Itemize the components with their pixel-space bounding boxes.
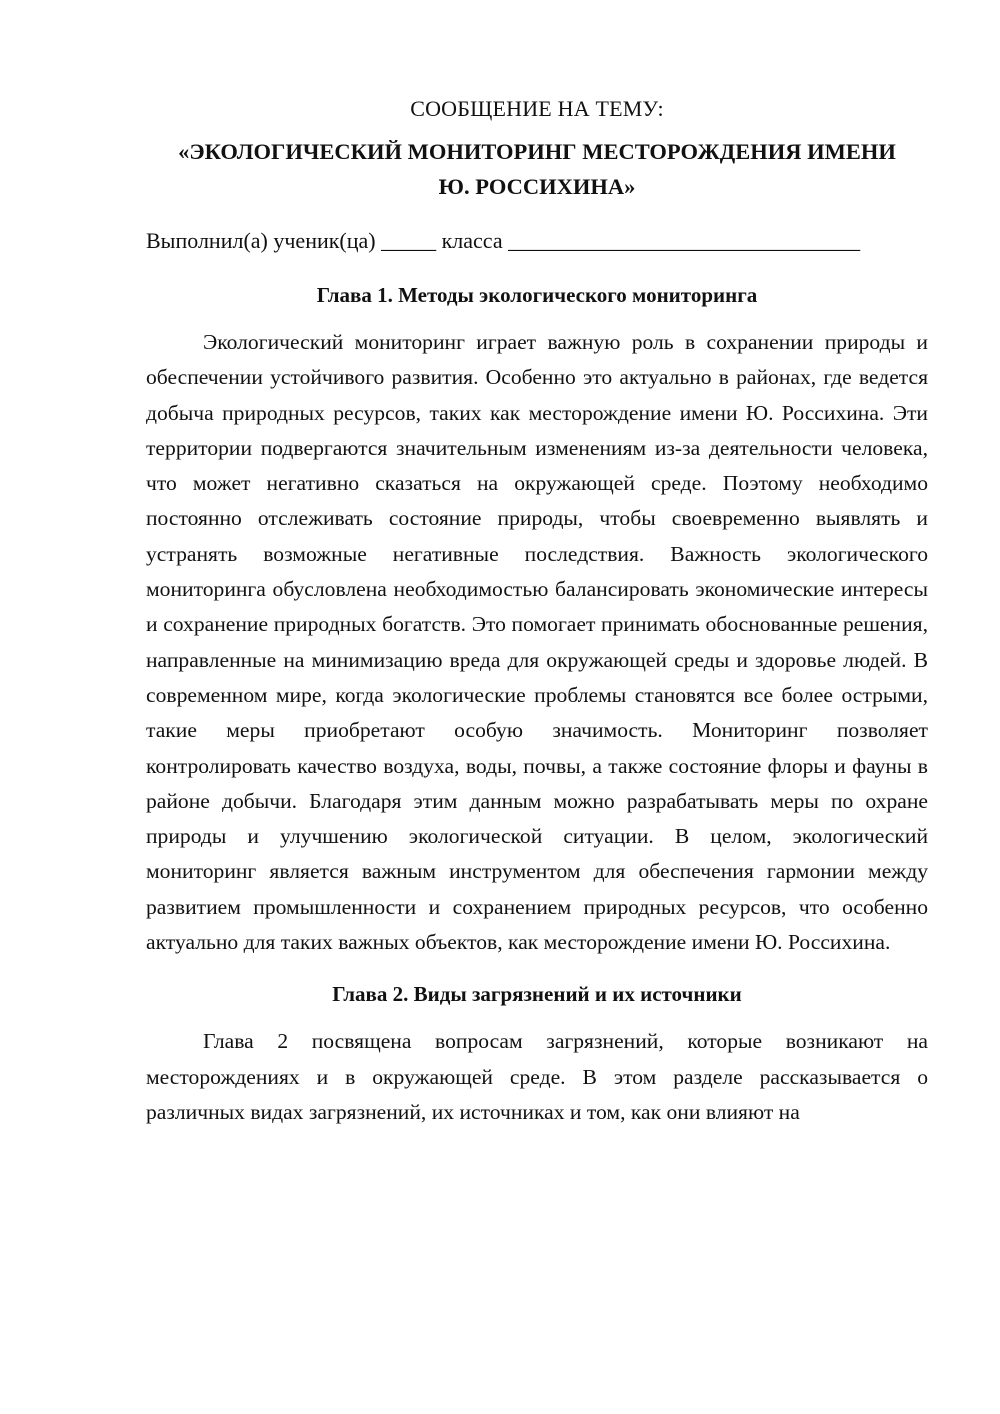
chapter-1-paragraph: Экологический мониторинг играет важную роль в сохранении природы и обеспечении устойчивого развития. Особенно это актуально в районах, где ведется добыча природных ресурсов, таких как месторождение имени Ю. Россихина. Эти территории подвергаются значительным изменениям из-за деятельности человека, что может негативно сказаться на окружающей среде. Поэтому необходимо постоянно отслеживать состояние природы, чтобы своевременно выявлять и устранять возможные негативные последствия. Важность экологического мониторинга обусловлена необходимостью балансировать экономические интересы и сохранение природных богатств. Это помогает принимать обоснованные решения, направленные на минимизацию вреда для окружающей среды и здоровье людей. В современном мире, когда экологические проблемы становятся все более острыми, такие меры приобретают особую значимость. Мониторинг позволяет контролировать качество воздуха, воды, почвы, а также состояние флоры и фауны в районе добычи. Благодаря этим данным можно разрабатывать меры по охране природы и улучшению экологической ситуации. В целом, экологический мониторинг является важным инструментом для обеспечения гармонии между развитием промышленности и сохранением природных ресурсов, что особенно актуально для таких важных объектов, как месторождение имени Ю. Россихина. <box>146 330 928 955</box>
document-kicker: СООБЩЕНИЕ НА ТЕМУ: <box>410 96 664 121</box>
chapter-2-paragraph: Глава 2 посвящена вопросам загрязнений, которые возникают на месторождениях и в окружающей среде. В этом разделе рассказывается о различных видах загрязнений, их источниках и том, как они влияют на <box>146 1029 928 1124</box>
document-title <box>146 134 928 204</box>
chapter-2-heading: Глава 2. Виды загрязнений и их источники <box>332 982 742 1007</box>
author-line: Выполнил(а) ученик(ца) _____ класса ________________________________ <box>146 228 861 253</box>
chapter-1-heading: Глава 1. Методы экологического мониторинга <box>316 283 758 307</box>
document-page <box>146 92 928 1130</box>
title-line-1: «ЭКОЛОГИЧЕСКИЙ МОНИТОРИНГ МЕСТОРОЖДЕНИЯ ИМЕНИ <box>178 139 896 164</box>
title-line-2: Ю. РОССИХИНА» <box>438 174 636 199</box>
